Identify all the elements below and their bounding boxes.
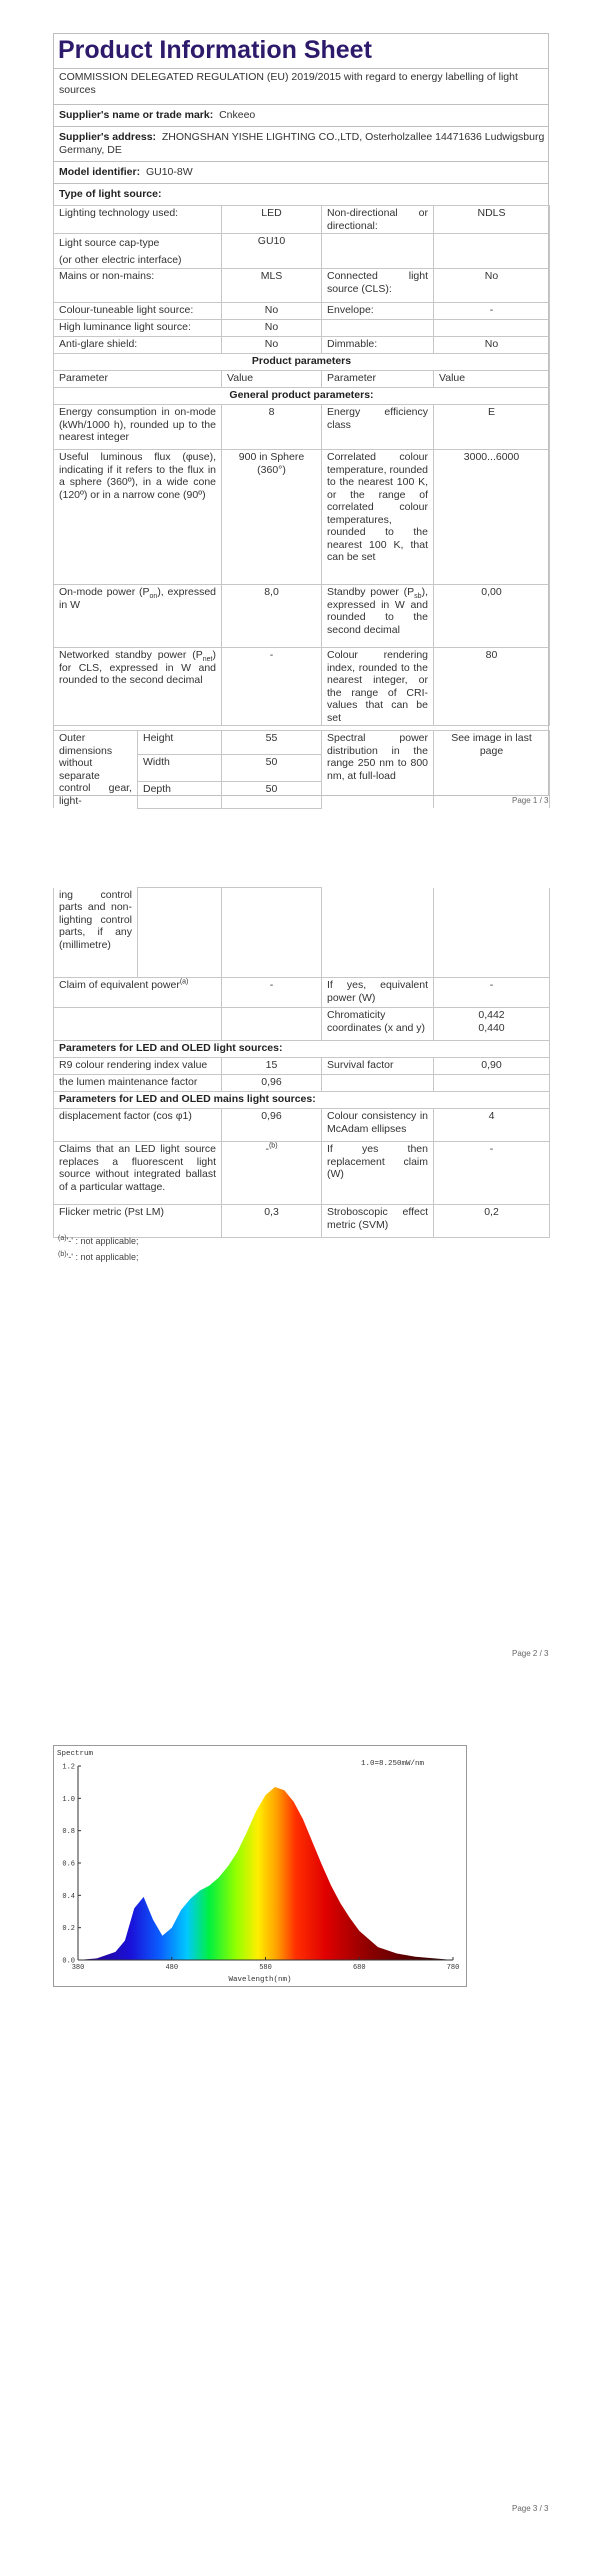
- table-row: ing control parts and non-lighting control parts, if any (millimetre): [54, 888, 550, 978]
- table-row: Energy consumption in on-mode (kWh/1000 h), rounded up to the nearest integer 8 Energy efficiency class E: [54, 405, 550, 450]
- table-row: Claims that an LED light source replaces a fluorescent light source without integrated ballast of a particular wattage. -$^{(b)}$ If yes then replacement claim (W) -: [54, 1142, 550, 1205]
- divider: [53, 68, 549, 69]
- table-row: General product parameters:: [54, 388, 550, 405]
- table-row: displacement factor (cos φ1) 0,96 Colour consistency in McAdam ellipses 4: [54, 1109, 550, 1142]
- table-row: Parameters for LED and OLED light sources:: [54, 1041, 550, 1058]
- x-tick-label: 580: [259, 1964, 272, 1972]
- spectrum-chart: [53, 1745, 467, 1987]
- table-row: Claim of equivalent power$^{(a)}$ - If yes, equivalent power (W) -: [54, 978, 550, 1008]
- x-tick-label: 380: [71, 1964, 85, 1972]
- x-axis-label: Wavelength(nm): [228, 1976, 292, 1984]
- table-row: Anti-glare shield: No Dimmable: No: [54, 337, 550, 354]
- supplier-name: Supplier's name or trade mark: Cnkeeo: [59, 109, 256, 121]
- table-row: the lumen maintenance factor 0,96: [54, 1075, 550, 1092]
- table-row: Flicker metric (Pst LM) 0,3 Stroboscopic effect metric (SVM) 0,2: [54, 1205, 550, 1238]
- dimensions-table-part2: [53, 887, 550, 978]
- table-row: Colour-tuneable light source: No Envelope: -: [54, 303, 550, 320]
- divider: [53, 104, 549, 105]
- chart-annotation: 1.0=8.250mW/nm: [361, 1760, 425, 1768]
- divider: [53, 183, 549, 184]
- y-tick-label: 0.8: [62, 1828, 75, 1837]
- x-tick-label: 480: [165, 1964, 179, 1972]
- type-table: [53, 205, 550, 726]
- table-row: Light source cap-type (or other electric interface) GU10: [54, 234, 550, 269]
- type-label: Type of light source:: [59, 188, 162, 200]
- table-row: High luminance light source: No: [54, 320, 550, 337]
- table-row: Useful luminous flux (φuse), indicating if it refers to the flux in a sphere (360º), in a wide cone (120º) or in a narrow cone (90º) 900 in Sphere (360°) Correlated colour temperature, rounded to the nearest 100 K, or the range of correlated colour temperatures, rounded to the nearest 100 K, that can be set 3000...6000: [54, 450, 550, 585]
- footnote-b: $^{(b)}$'-' : not applicable;: [58, 1251, 139, 1262]
- footnote-a: $^{(a)}$'-' : not applicable;: [58, 1235, 139, 1246]
- chart-title: Spectrum: [57, 1750, 94, 1758]
- table-row: Networked standby power $(P_{net})$ for CLS, expressed in W and rounded to the second decimal - Colour rendering index, rounded to the nearest integer, or the range of CRI-values that can be set 80: [54, 648, 550, 726]
- page-number: Page 2 / 3: [512, 1649, 549, 1658]
- y-tick-label: 0.6: [62, 1860, 75, 1869]
- table-row: Depth 50: [54, 781, 550, 808]
- table-row: On-mode power $(P_{on})$, expressed in W 8,0 Standby power $(P_{sb})$, expressed in W and rounded to the second decimal 0,00: [54, 585, 550, 648]
- params-table: [53, 977, 550, 1238]
- page-title: Product Information Sheet: [58, 36, 372, 64]
- table-row: Mains or non-mains: MLS Connected light source (CLS): No: [54, 269, 550, 303]
- table-row: Lighting technology used: LED Non-directional or directional: NDLS: [54, 206, 550, 234]
- table-row: Chromaticity coordinates (x and y) 0,442 0,440: [54, 1008, 550, 1041]
- x-tick-label: 780: [446, 1964, 460, 1972]
- table-row: Parameter Value Parameter Value: [54, 371, 550, 388]
- page-number: Page 3 / 3: [512, 2504, 549, 2513]
- x-tick-label: 680: [352, 1964, 366, 1972]
- model-identifier: Model identifier: GU10-8W: [59, 166, 193, 178]
- table-row: Product parameters: [54, 354, 550, 371]
- dimensions-table-part1: [53, 730, 550, 809]
- table-row: Parameters for LED and OLED mains light sources:: [54, 1092, 550, 1109]
- y-tick-label: 0.2: [62, 1925, 75, 1934]
- regulation-text: COMMISSION DELEGATED REGULATION (EU) 2019/2015 with regard to energy labelling of light sources: [59, 71, 518, 96]
- divider: [53, 126, 549, 127]
- y-tick-label: 0.4: [62, 1892, 75, 1901]
- table-row: Outer dimensions without separate control gear, light- Height 55 Spectral power distribution in the range 250 nm to 800 nm, at full-load See image in last page: [54, 731, 550, 755]
- table-row: Width 50: [54, 755, 550, 782]
- y-tick-label: 1.2: [62, 1763, 75, 1772]
- divider: [53, 161, 549, 162]
- y-tick-label: 0.0: [62, 1957, 75, 1966]
- table-row: R9 colour rendering index value 15 Survival factor 0,90: [54, 1058, 550, 1075]
- supplier-address: Supplier's address: ZHONGSHAN YISHE LIGHTING CO.,LTD, Osterholzallee 14471636 Ludwigsburg Germany, DE: [59, 131, 545, 156]
- page-number: Page 1 / 3: [512, 796, 549, 805]
- y-tick-label: 1.0: [62, 1795, 75, 1804]
